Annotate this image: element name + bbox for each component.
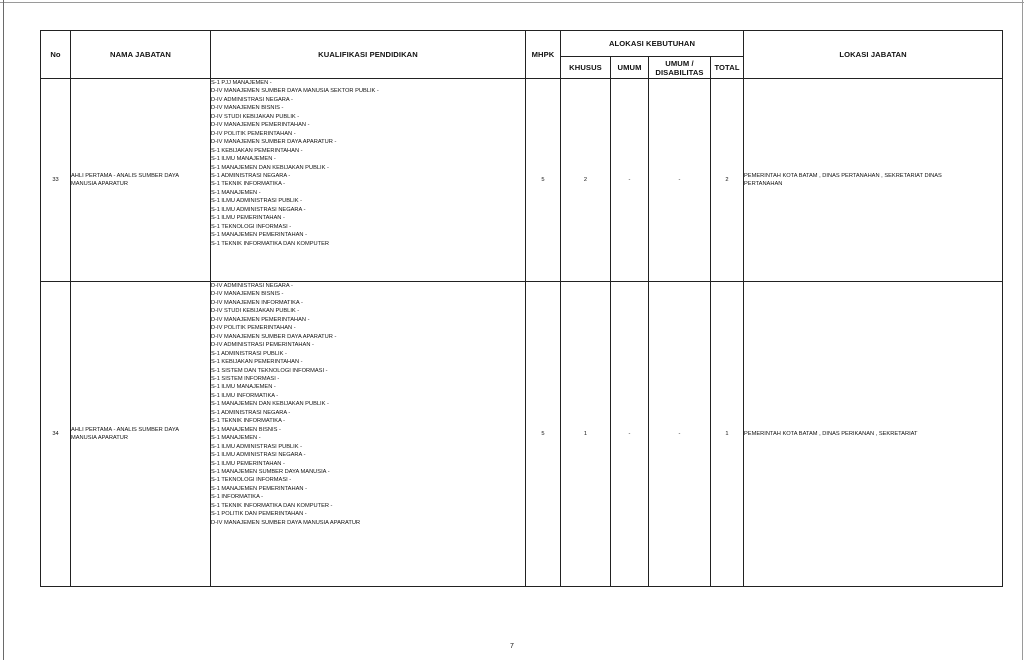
row-lokasi-jabatan [744,79,1003,282]
row-mhpk: 5 [526,79,561,282]
row-khusus: 2 [561,79,611,282]
header-no: No [41,31,71,79]
row-umum: - [611,79,649,282]
kualifikasi-item: S-1 POLITIK DAN PEMERINTAHAN - [211,511,307,518]
row-total: 1 [711,282,744,587]
kualifikasi-item: D-IV MANAJEMEN SUMBER DAYA APARATUR - [211,333,337,340]
header-mhpk: MHPK [526,31,561,79]
row-khusus: 1 [561,282,611,587]
nama-jabatan-line1: AHLI PERTAMA - ANALIS SUMBER DAYA [71,173,179,179]
kualifikasi-item: D-IV MANAJEMEN SUMBER DAYA MANUSIA SEKTOR PUBLIK - [211,88,379,95]
header-umum-disabilitas-line2: DISABILITAS [655,67,704,77]
kualifikasi-item: S-1 ILMU PEMERINTAHAN - [211,460,285,467]
header-nama-jabatan: NAMA JABATAN [71,31,211,79]
row-umum-disabilitas: - [649,79,711,282]
kualifikasi-item: S-1 MANAJEMEN PEMERINTAHAN - [211,232,307,239]
kualifikasi-item: S-1 TEKNOLOGI INFORMASI - [211,477,292,484]
row-nama-jabatan [71,79,211,282]
lokasi-line2: PERTANAHAN [744,181,783,187]
header-alokasi-kebutuhan: ALOKASI KEBUTUHAN [561,31,744,57]
nama-jabatan-line1: AHLI PERTAMA - ANALIS SUMBER DAYA [71,427,179,433]
formasi-table [40,30,1003,587]
kualifikasi-item: S-1 MANAJEMEN - [211,189,261,196]
kualifikasi-item: S-1 ADMINISTRASI NEGARA - [211,172,291,179]
kualifikasi-item: S-1 KEBIJAKAN PEMERINTAHAN - [211,359,303,366]
kualifikasi-item: S-1 MANAJEMEN DAN KEBIJAKAN PUBLIK - [211,401,329,408]
lokasi-line1: PEMERINTAH KOTA BATAM , DINAS PERTANAHAN , SEKRETARIAT DINAS [744,173,942,179]
header-umum: UMUM [611,57,649,79]
kualifikasi-item: D-IV MANAJEMEN SUMBER DAYA MANUSIA APARATUR [211,519,361,526]
scan-edge-left [3,0,4,660]
kualifikasi-item: D-IV MANAJEMEN BISNIS - [211,291,284,298]
kualifikasi-item: S-1 SISTEM DAN TEKNOLOGI INFORMASI - [211,367,328,374]
kualifikasi-item: D-IV ADMINISTRASI PEMERINTAHAN - [211,342,314,349]
kualifikasi-item: S-1 ILMU MANAJEMEN - [211,384,276,391]
kualifikasi-item: D-IV MANAJEMEN SUMBER DAYA APARATUR - [211,139,337,146]
kualifikasi-item: S-1 ILMU ADMINISTRASI PUBLIK - [211,198,303,205]
header-lokasi-jabatan: LOKASI JABATAN [744,31,1003,79]
header-kualifikasi-pendidikan: KUALIFIKASI PENDIDIKAN [211,31,526,79]
table-row [41,79,1003,282]
row-mhpk: 5 [526,282,561,587]
nama-jabatan-line2: MANUSIA APARATUR [71,435,128,441]
row-total: 2 [711,79,744,282]
header-khusus: KHUSUS [561,57,611,79]
kualifikasi-item: S-1 TEKNIK INFORMATIKA - [211,181,286,188]
row-lokasi-jabatan [744,282,1003,587]
scan-edge-top [0,2,1024,3]
kualifikasi-item: D-IV STUDI KEBIJAKAN PUBLIK - [211,113,300,120]
kualifikasi-item: S-1 ILMU PEMERINTAHAN - [211,215,285,222]
kualifikasi-item: S-1 ILMU MANAJEMEN - [211,156,276,163]
kualifikasi-item: D-IV STUDI KEBIJAKAN PUBLIK - [211,308,300,315]
kualifikasi-item: S-1 INFORMATIKA - [211,494,264,501]
kualifikasi-item: S-1 TEKNIK INFORMATIKA DAN KOMPUTER [211,240,329,247]
kualifikasi-item: S-1 ILMU ADMINISTRASI NEGARA - [211,452,306,459]
kualifikasi-item: S-1 KEBIJAKAN PEMERINTAHAN - [211,147,303,154]
kualifikasi-item: D-IV POLITIK PEMERINTAHAN - [211,130,296,137]
row-no: 34 [41,282,71,587]
kualifikasi-item: S-1 ADMINISTRASI PUBLIK - [211,350,287,357]
kualifikasi-item: S-1 ILMU ADMINISTRASI NEGARA - [211,206,306,213]
header-total: TOTAL [711,57,744,79]
scan-edge-right [1022,0,1023,660]
row-kualifikasi-list [211,79,526,282]
nama-jabatan-line2: MANUSIA APARATUR [71,181,128,187]
kualifikasi-item: D-IV MANAJEMEN INFORMATIKA - [211,299,303,306]
kualifikasi-item: S-1 MANAJEMEN - [211,435,261,442]
kualifikasi-item: S-1 PJJ MANAJEMEN - [211,80,272,86]
kualifikasi-item: S-1 TEKNIK INFORMATIKA - [211,418,286,425]
kualifikasi-item: S-1 MANAJEMEN DAN KEBIJAKAN PUBLIK - [211,164,329,171]
kualifikasi-item: D-IV MANAJEMEN PEMERINTAHAN - [211,316,310,323]
kualifikasi-item: S-1 SISTEM INFORMASI - [211,375,280,382]
kualifikasi-item: S-1 MANAJEMEN PEMERINTAHAN - [211,485,307,492]
kualifikasi-item: S-1 ILMU INFORMATIKA - [211,392,279,399]
row-nama-jabatan [71,282,211,587]
row-no: 33 [41,79,71,282]
kualifikasi-item: D-IV POLITIK PEMERINTAHAN - [211,325,296,332]
kualifikasi-item: S-1 MANAJEMEN SUMBER DAYA MANUSIA - [211,468,330,475]
header-umum-disabilitas-line1: UMUM / [665,58,694,68]
kualifikasi-item: D-IV ADMINISTRASI NEGARA - [211,96,293,103]
kualifikasi-item: S-1 TEKNOLOGI INFORMASI - [211,223,292,230]
row-kualifikasi-list [211,282,526,587]
header-umum-disabilitas [649,57,711,79]
kualifikasi-item: S-1 TEKNIK INFORMATIKA DAN KOMPUTER - [211,502,333,509]
kualifikasi-item: D-IV MANAJEMEN PEMERINTAHAN - [211,122,310,129]
kualifikasi-item: S-1 ADMINISTRASI NEGARA - [211,409,291,416]
table-row [41,282,1003,587]
row-umum: - [611,282,649,587]
kualifikasi-item: D-IV MANAJEMEN BISNIS - [211,105,284,112]
row-umum-disabilitas: - [649,282,711,587]
kualifikasi-item: S-1 MANAJEMEN BISNIS - [211,426,281,433]
kualifikasi-item: D-IV ADMINISTRASI NEGARA - [211,283,293,289]
page-number: 7 [510,643,514,650]
kualifikasi-item: S-1 ILMU ADMINISTRASI PUBLIK - [211,443,303,450]
lokasi-line1: PEMERINTAH KOTA BATAM , DINAS PERIKANAN , SEKRETARIAT [744,431,918,437]
